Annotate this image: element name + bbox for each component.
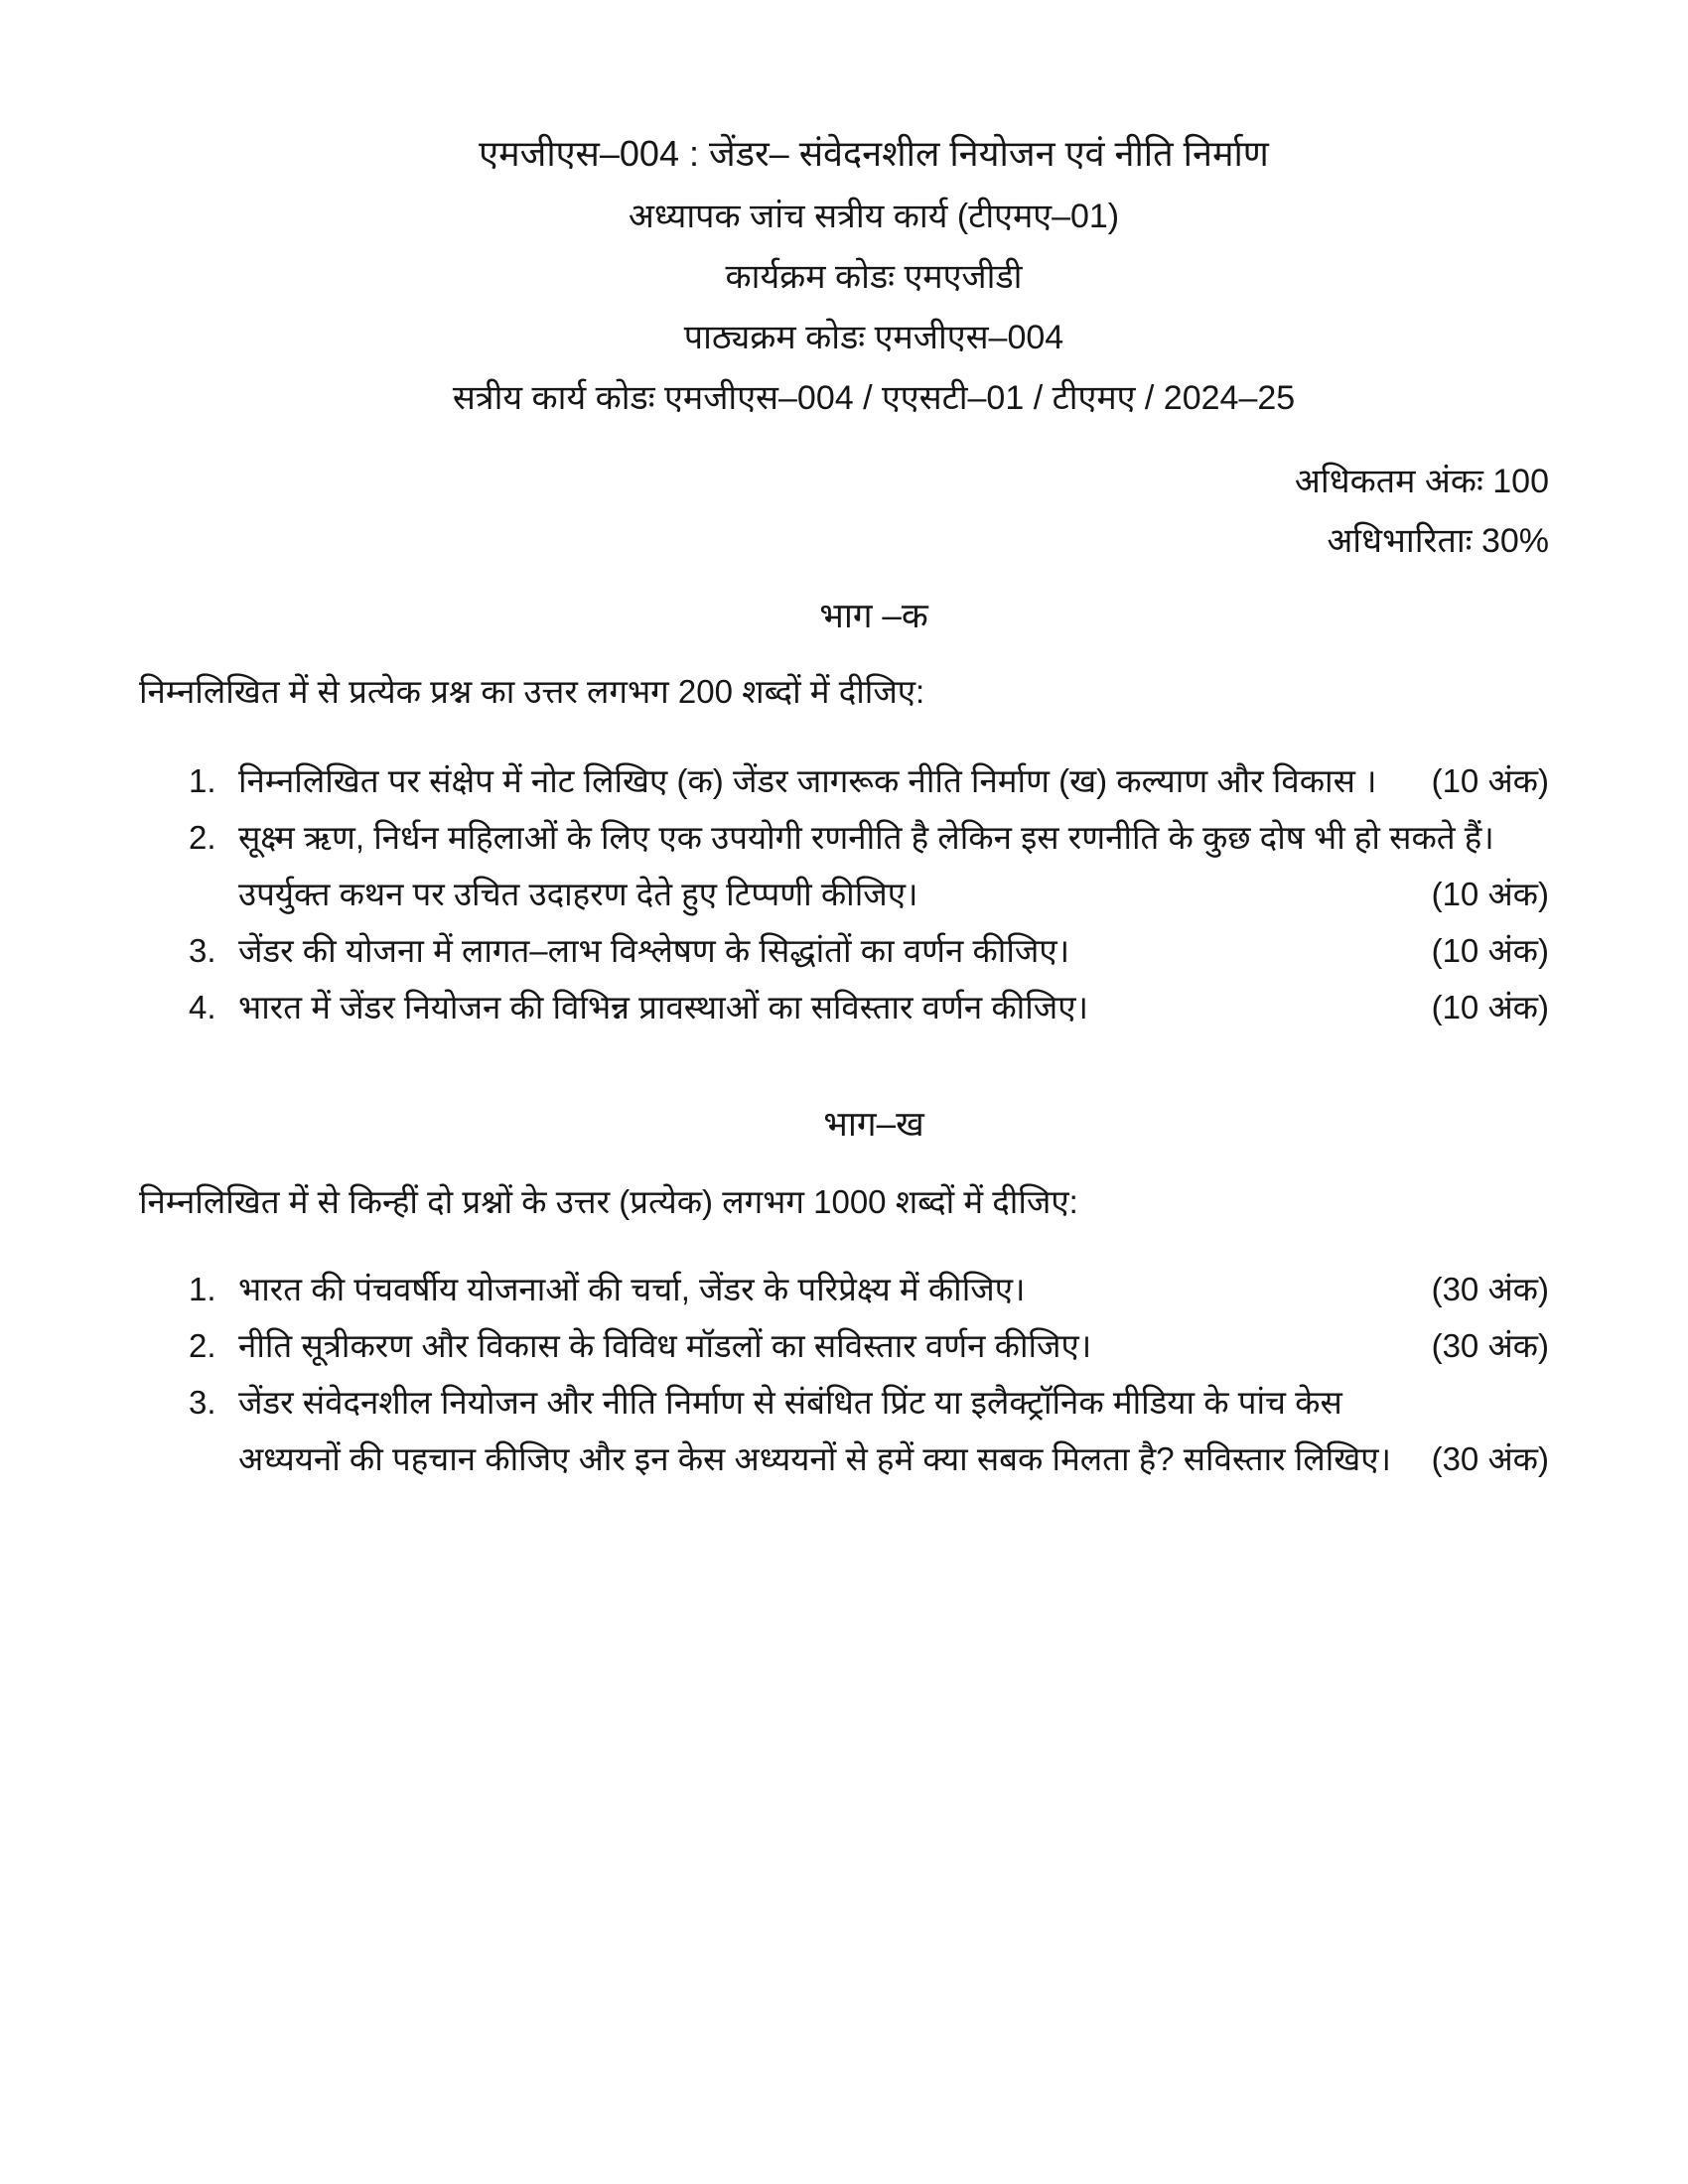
question-item [189, 922, 1549, 979]
question-number: 2. [189, 1327, 216, 1364]
question-marks: (30 अंक) [1431, 1327, 1549, 1364]
part-b-heading: भाग–ख [823, 1105, 924, 1144]
question-body [238, 752, 1549, 809]
question-body [238, 1317, 1549, 1374]
max-marks: अधिकतम अंकः 100 [1294, 463, 1549, 500]
question-item [189, 1317, 1549, 1374]
program-code: कार्यक्रम कोडः एमएजीडी [725, 258, 1023, 296]
document-header [179, 121, 1569, 429]
part-a-question-list [189, 752, 1549, 1035]
question-marks: (30 अंक) [1431, 1440, 1549, 1477]
part-b-instruction: निम्नलिखित में से किन्हीं दो प्रश्नों के उत्तर (प्रत्येक) लगभग 1000 शब्दों में दीजिए: [139, 1183, 1078, 1220]
question-body [238, 809, 1549, 922]
question-number: 1. [189, 1271, 216, 1307]
question-item [189, 752, 1549, 809]
question-text: सूक्ष्म ऋण, निर्धन महिलाओं के लिए एक उपयोगी रणनीति है लेकिन इस रणनीति के कुछ दोष भी हो सकते हैं। [238, 819, 1494, 856]
question-item [189, 1261, 1549, 1317]
question-number: 3. [189, 1384, 216, 1421]
question-body [238, 1374, 1549, 1487]
question-body [238, 1261, 1549, 1317]
question-text: जेंडर की योजना में लागत–लाभ विश्लेषण के सिद्धांतों का वर्णन कीजिए। [238, 932, 1070, 969]
question-text: भारत की पंचवर्षीय योजनाओं की चर्चा, जेंडर के परिप्रेक्ष्य में कीजिए। [238, 1271, 1026, 1307]
question-marks: (10 अंक) [1431, 989, 1549, 1025]
assignment-type: अध्यापक जांच सत्रीय कार्य (टीएमए–01) [628, 198, 1120, 235]
question-text: जेंडर संवेदनशील नियोजन और नीति निर्माण से संबंधित प्रिंट या इलैक्ट्रॉनिक मीडिया के पांच केस [238, 1384, 1342, 1421]
weightage: अधिभारिताः 30% [1327, 522, 1549, 560]
question-number: 1. [189, 762, 216, 799]
question-number: 2. [189, 819, 216, 856]
question-item [189, 809, 1549, 922]
course-title: एमजीएस–004 : जेंडर– संवेदनशील नियोजन एवं नीति निर्माण [479, 133, 1269, 174]
question-marks: (10 अंक) [1431, 762, 1549, 799]
course-code: पाठ्यक्रम कोडः एमजीएस–004 [683, 319, 1064, 356]
question-number: 3. [189, 932, 216, 969]
question-item [189, 979, 1549, 1035]
question-marks: (30 अंक) [1431, 1271, 1549, 1307]
part-a-heading: भाग –क [819, 597, 928, 635]
part-b-question-list [189, 1261, 1549, 1487]
question-number: 4. [189, 989, 216, 1025]
question-body [238, 922, 1549, 979]
question-text: नीति सूत्रीकरण और विकास के विविध मॉडलों का सविस्तार वर्णन कीजिए। [238, 1327, 1092, 1364]
question-text: अध्ययनों की पहचान कीजिए और इन केस अध्ययनों से हमें क्या सबक मिलता है? सविस्तार लिखिए। [238, 1440, 1392, 1477]
part-a-instruction: निम्नलिखित में से प्रत्येक प्रश्न का उत्तर लगभग 200 शब्दों में दीजिए: [139, 673, 925, 710]
question-text: भारत में जेंडर नियोजन की विभिन्न प्रावस्थाओं का सविस्तार वर्णन कीजिए। [238, 989, 1088, 1025]
marks-info [1295, 452, 1549, 571]
question-item [189, 1374, 1549, 1487]
assignment-code: सत्रीय कार्य कोडः एमजीएस–004 / एएसटी–01 / टीएमए / 2024–25 [452, 379, 1296, 417]
question-text: उपर्युक्त कथन पर उचित उदाहरण देते हुए टिप्पणी कीजिए। [238, 876, 918, 912]
question-text: निम्नलिखित पर संक्षेप में नोट लिखिए (क) जेंडर जागरूक नीति निर्माण (ख) कल्याण और विकास । [238, 762, 1377, 799]
question-body [238, 979, 1549, 1035]
question-marks: (10 अंक) [1431, 932, 1549, 969]
question-marks: (10 अंक) [1431, 876, 1549, 912]
